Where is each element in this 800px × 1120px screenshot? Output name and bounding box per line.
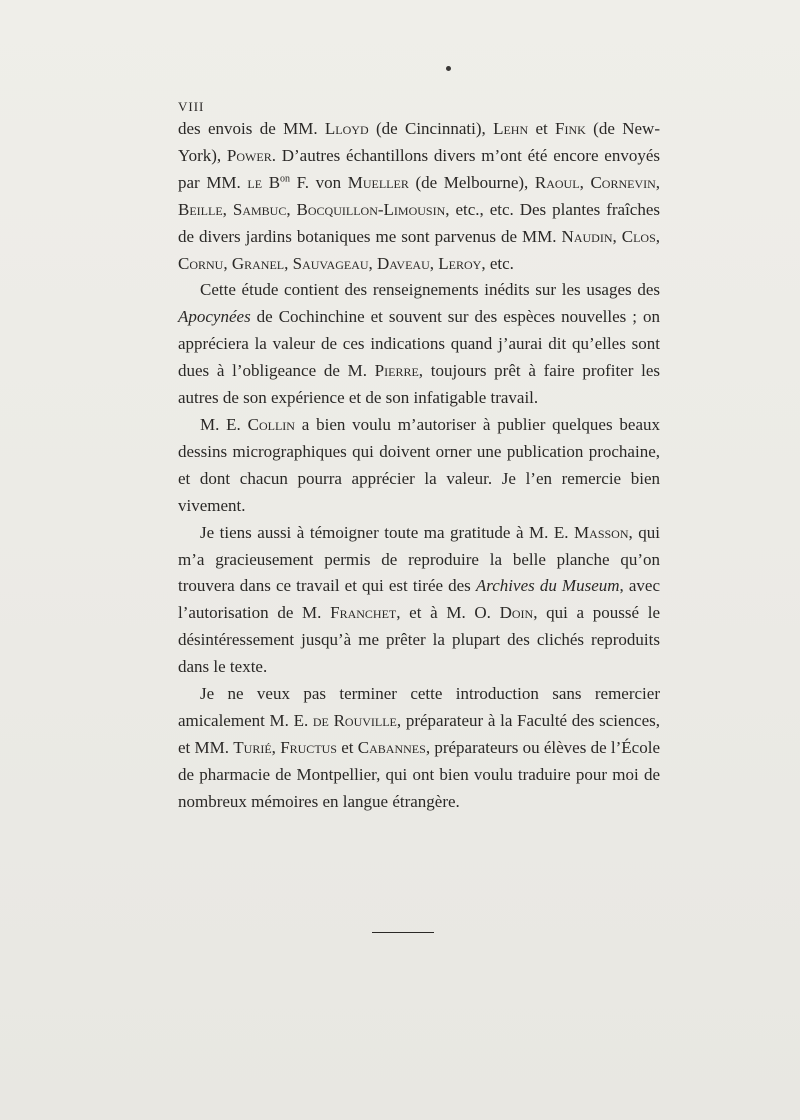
text-run: Cette étude contient des renseignements inédits sur les usages des <box>200 280 660 300</box>
paragraph-closing <box>178 681 660 816</box>
name-small-caps: Masson <box>574 522 629 542</box>
text-run: , <box>655 226 661 246</box>
text-run: (de Cincinnati), <box>368 119 494 138</box>
name-small-caps: Lloyd <box>324 119 369 138</box>
ink-dot-mark <box>446 66 451 71</box>
text-run: F. von <box>290 172 348 192</box>
text-run: (de Melbourne), <box>408 172 535 192</box>
text-run: , etc., etc. Des plantes fraîches de divers jardins botaniques me sont parvenus de MM. <box>178 199 660 246</box>
text-run: , qui a poussé le désintéressement jusqu’à me prêter la plupart des clichés reproduits dans le texte. <box>178 603 660 677</box>
name-small-caps: Turié <box>233 737 272 757</box>
name-small-caps: Franchet <box>330 603 397 623</box>
text-run: de Cochinchine et souvent sur des espèces nouvelles ; on appréciera la valeur de ces indications quand j’aurai dit qu’elles sont dues à l’obligeance de M. <box>178 307 660 381</box>
text-run: des envois de MM. <box>178 119 325 138</box>
italic-text: Apocynées <box>178 307 251 327</box>
name-small-caps: le B <box>247 172 281 192</box>
name-small-caps: Granel <box>231 253 285 273</box>
superscript: on <box>280 173 291 185</box>
body-text <box>178 116 660 816</box>
name-small-caps: Mueller <box>347 172 409 192</box>
text-run: , <box>222 199 233 219</box>
paragraph-apocynees <box>178 277 660 412</box>
paragraph-masson <box>178 520 660 681</box>
text-run: et <box>337 737 358 757</box>
text-run: , et à M. O. <box>396 603 500 623</box>
name-small-caps: Raoul <box>534 172 580 192</box>
name-small-caps: Fructus <box>280 737 337 757</box>
name-small-caps: Fink <box>555 119 586 138</box>
name-small-caps: Naudin <box>561 226 613 246</box>
text-run: et <box>528 119 556 138</box>
text-run: , qui m’a gracieusement permis de reproduire la belle planche qu’on trouvera dans ce travail et qui est tirée des <box>178 522 660 596</box>
name-small-caps: Cornevin <box>590 172 656 192</box>
name-small-caps: Cornu <box>178 253 224 273</box>
name-small-caps: de Rouville <box>312 710 397 730</box>
text-run: (de New-York), <box>178 119 660 165</box>
name-small-caps: Sauvageau <box>292 253 369 273</box>
text-run: , <box>271 737 281 757</box>
text-run: a bien voulu m’autoriser à publier quelques beaux dessins micrographiques qui doivent orner une publication prochaine, et dont chacun pourra apprécier la valeur. Je l’en remercie bien vivement. <box>178 414 660 515</box>
text-run: Je tiens aussi à témoigner toute ma gratitude à M. E. <box>200 522 575 542</box>
name-small-caps: Leroy <box>438 253 482 273</box>
text-run: , etc. <box>481 253 514 273</box>
text-run: , préparateurs ou élèves de l’École de pharmacie de Montpellier, qui ont bien voulu traduire pour moi de nombreux mémoires en langue étrangère. <box>178 737 660 811</box>
name-small-caps: Lehn <box>493 119 529 138</box>
text-run: , <box>579 172 591 192</box>
text-run: , <box>368 253 378 273</box>
name-small-caps: Clos <box>621 226 656 246</box>
text-run: , <box>284 253 293 273</box>
paragraph-continuation <box>178 116 660 277</box>
text-run: , <box>655 172 661 192</box>
text-run: , avec l’autorisation de M. <box>178 576 661 623</box>
text-run: , <box>223 253 232 273</box>
name-small-caps: Collin <box>247 414 295 434</box>
text-run: Je ne veux pas terminer cette introduction sans remercier amicalement M. E. <box>178 684 660 730</box>
name-small-caps: Bocquillon-Limousin <box>296 199 446 219</box>
name-small-caps: Doin <box>499 603 534 623</box>
name-small-caps: Cabannes <box>357 737 426 757</box>
italic-text: Archives du Museum <box>475 576 620 596</box>
text-run: , toujours prêt à faire profiter les autres de son expérience et de son infatigable travail. <box>178 361 660 408</box>
closing-rule <box>372 932 434 933</box>
text-run: , préparateur à la Faculté des sciences, et MM. <box>178 710 660 757</box>
name-small-caps: Sambuc <box>232 199 287 219</box>
text-run: , <box>612 226 622 246</box>
text-run: M. E. <box>200 414 248 434</box>
name-small-caps: Daveau <box>377 253 430 273</box>
paragraph-collin <box>178 412 660 520</box>
text-run: , <box>429 253 439 273</box>
page-number: VIII <box>178 99 205 114</box>
name-small-caps: Power <box>226 145 272 165</box>
name-small-caps: Beille <box>178 199 223 219</box>
name-small-caps: Pierre <box>374 361 419 381</box>
text-run: , <box>286 199 297 219</box>
text-run: . D’autres échantillons divers m’ont été encore envoyés par MM. <box>178 145 660 192</box>
